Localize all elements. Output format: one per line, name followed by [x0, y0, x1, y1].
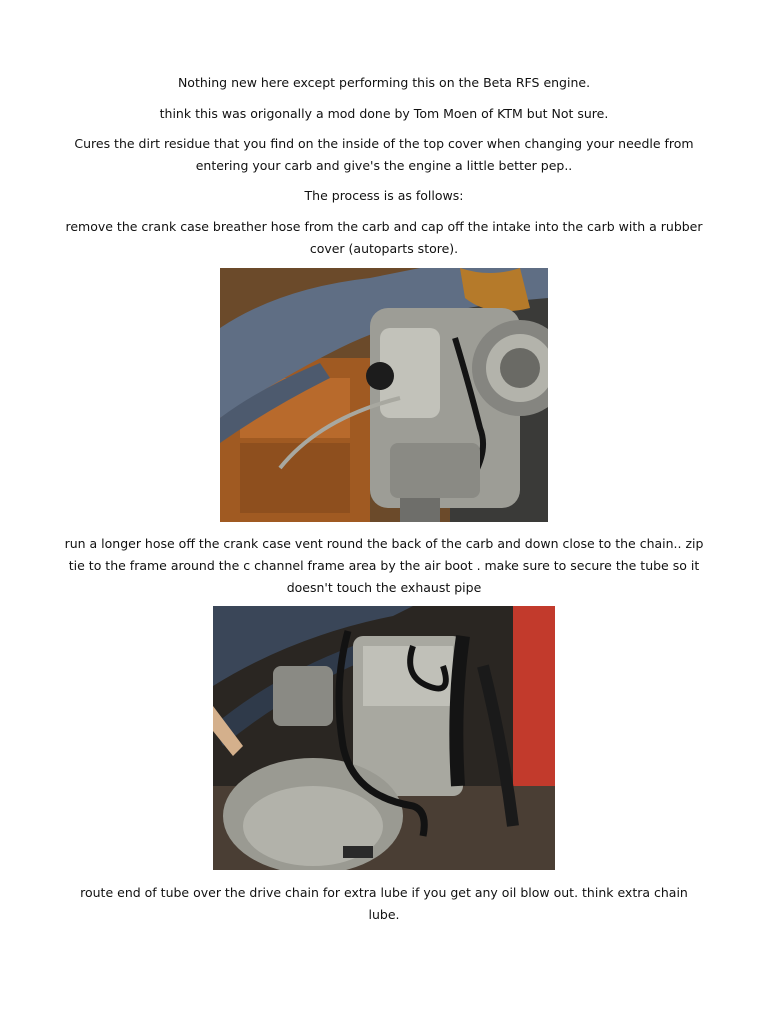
engine-hose-photo-image — [213, 606, 555, 870]
paragraph-process-heading: The process is as follows: — [304, 188, 464, 203]
paragraph-step-1: remove the crank case breather hose from the carb and cap off the intake into the carb with a rubber cover (autoparts store). — [65, 219, 703, 256]
paragraph-intro: Nothing new here except performing this on the Beta RFS engine. — [177, 75, 591, 90]
engine-hose-photo — [213, 606, 555, 870]
paragraph-benefit: Cures the dirt residue that you find on the inside of the top cover when changing your needle from entering your carb and give's the engine a little better pep.. — [74, 136, 694, 173]
carburetor-photo — [220, 268, 548, 522]
paragraph-step-3: route end of tube over the drive chain for extra lube if you get any oil blow out. think extra chain lube. — [80, 885, 688, 922]
paragraph-step-2: run a longer hose off the crank case vent round the back of the carb and down close to the chain.. zip tie to the frame around the c channel frame area by the air boot . make sure to secure the tube so it doesn't touch the exhaust pipe — [64, 536, 704, 595]
paragraph-origin: think this was origonally a mod done by Tom Moen of KTM but Not sure. — [159, 106, 609, 121]
carburetor-photo-image — [220, 268, 548, 522]
